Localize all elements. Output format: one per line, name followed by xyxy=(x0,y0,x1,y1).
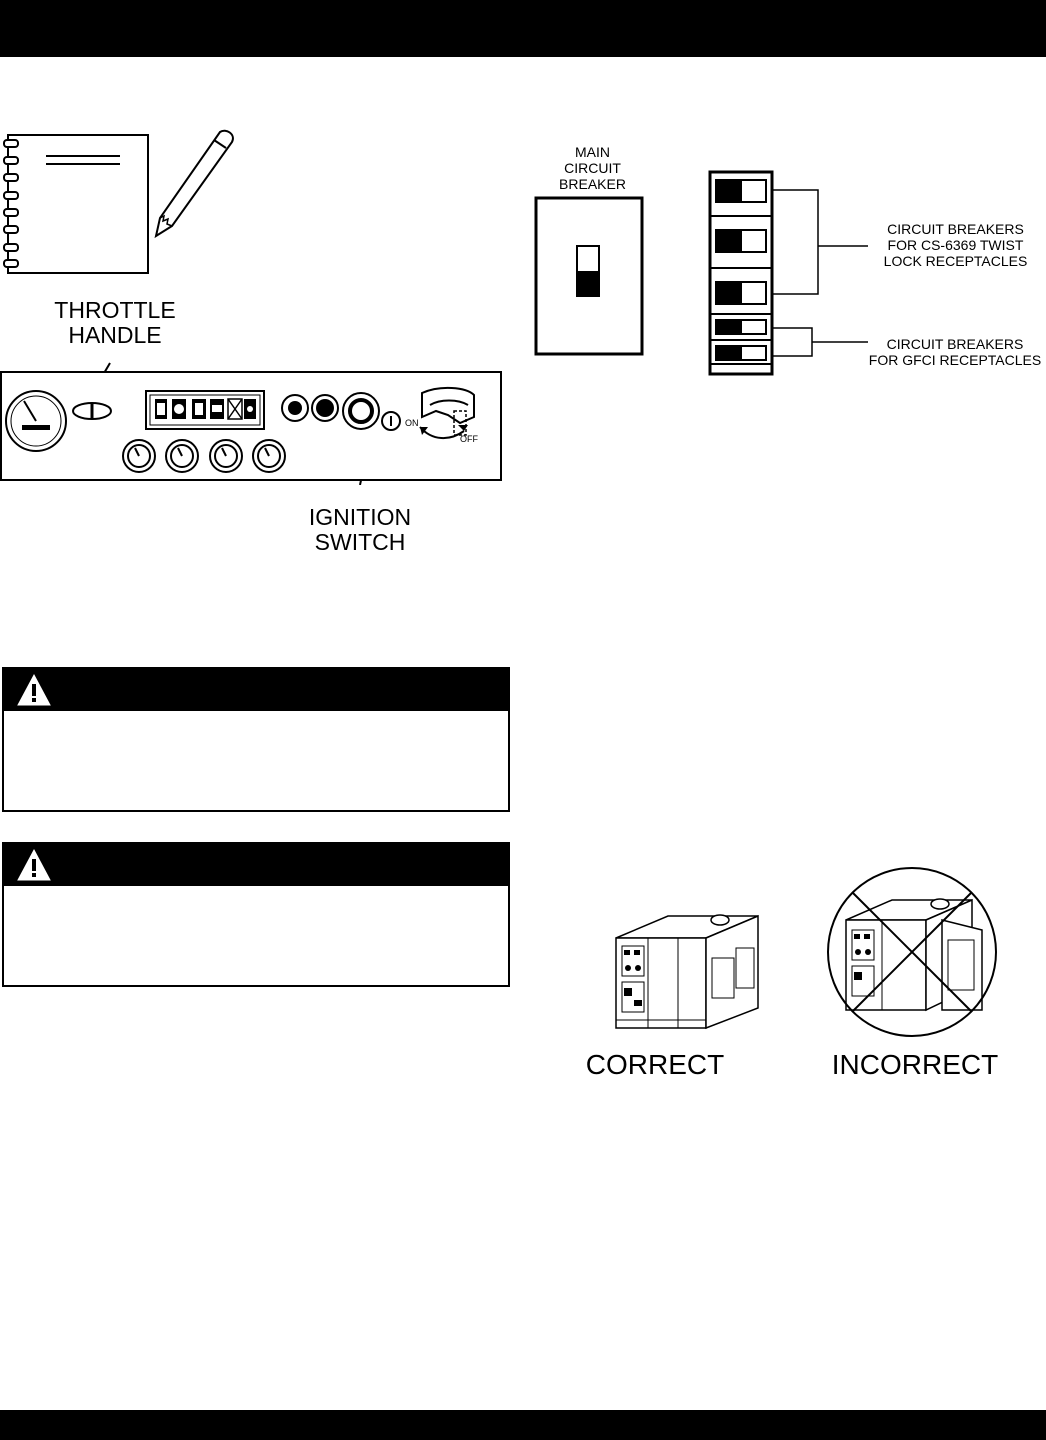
warning-box-1 xyxy=(2,667,510,812)
ignition-switch-label: IGNITION SWITCH xyxy=(308,504,412,555)
generator-doors-closed-icon xyxy=(608,888,768,1038)
warning-triangle-icon xyxy=(16,848,52,882)
pencil-icon xyxy=(150,126,240,241)
header-bar xyxy=(0,0,1046,57)
warning-text xyxy=(4,886,508,906)
warning-box-2 xyxy=(2,842,510,987)
main-circuit-breaker xyxy=(534,196,646,358)
gfci-breakers-label: CIRCUIT BREAKERS FOR GFCI RECEPTACLES xyxy=(868,336,1042,368)
notebook-icon xyxy=(0,128,160,278)
switch-on-label: ON xyxy=(405,418,419,428)
warning-header xyxy=(4,669,508,711)
footer-bar xyxy=(0,1410,1046,1440)
warning-header xyxy=(4,844,508,886)
throttle-handle-label: THROTTLE HANDLE xyxy=(54,297,176,348)
twist-lock-breakers-label: CIRCUIT BREAKERS FOR CS-6369 TWIST LOCK RECEPTACLES xyxy=(883,221,1028,269)
correct-label: CORRECT xyxy=(585,1049,725,1080)
warning-triangle-icon xyxy=(16,673,52,707)
incorrect-label: INCORRECT xyxy=(831,1049,999,1080)
warning-text xyxy=(4,711,508,731)
switch-off-label: OFF xyxy=(460,434,478,444)
main-circuit-breaker-label: MAIN CIRCUIT BREAKER xyxy=(559,144,626,192)
control-panel xyxy=(0,345,504,485)
generator-doors-open-icon xyxy=(822,860,1002,1040)
